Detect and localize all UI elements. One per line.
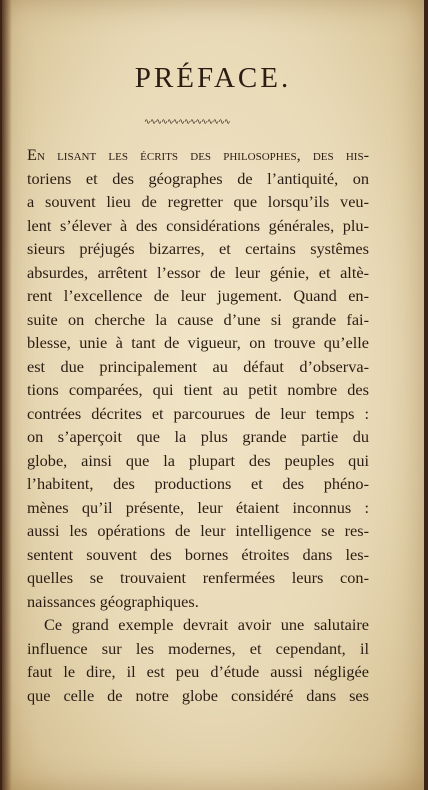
text-line: rent l’excellence de leur jugement. Quand en- xyxy=(27,286,369,305)
book-page xyxy=(2,0,424,790)
text-line: globe, ainsi que la plupart des peuples qui xyxy=(27,450,369,470)
text-line: aussi les opérations de leur intelligence se res- xyxy=(27,521,369,540)
text-line: que celle de notre globe considéré dans ses xyxy=(27,685,369,705)
text-line: lent s’élever à des considérations générales, plu- xyxy=(27,215,369,235)
text-line: mènes qu’il présente, leur étaient inconnus : xyxy=(27,497,369,517)
text-line: toriens et des géographes de l’antiquité, on xyxy=(27,168,369,188)
text-line: suite on cherche la cause d’une si grande fai- xyxy=(27,309,369,329)
text-line: a souvent lieu de regretter que lorsqu’ils veu- xyxy=(27,192,369,211)
text-line: sentent souvent des bornes étroites dans les- xyxy=(27,544,369,564)
text-line: faut le dire, il est peu d’étude aussi négligée xyxy=(27,662,369,681)
body-text xyxy=(27,143,369,707)
text-line: est due principalement au défaut d’observa- xyxy=(27,356,369,376)
text-line: Ce grand exemple devrait avoir une salutaire xyxy=(44,615,369,634)
text-line: on s’aperçoit que la plus grande partie du xyxy=(27,427,369,446)
text-line: quelles se trouvaient renfermées leurs con- xyxy=(27,568,369,587)
text-line: tions comparées, qui tient au petit nombre des xyxy=(27,380,369,399)
text-line: sieurs préjugés bizarres, et certains systêmes xyxy=(27,239,369,258)
text-line: influence sur les modernes, et cependant, il xyxy=(27,638,369,658)
text-line: l’habitent, des productions et des phéno- xyxy=(27,474,369,493)
text-line: blesse, unie à tant de vigueur, on trouve qu’elle xyxy=(27,333,369,352)
text-line: naissances géographiques. xyxy=(27,591,199,611)
text-line: absurdes, arrêtent l’essor de leur génie, et altè- xyxy=(27,262,369,282)
page-title: PRÉFACE. xyxy=(134,62,292,94)
page-gutter-shadow xyxy=(2,0,12,790)
title-ornament: ∿∿∿∿∿∿∿∿∿∿∿∿∿∿∿ xyxy=(144,117,230,126)
text-line: En lisant les écrits des philosophes, des his- xyxy=(27,145,369,164)
text-line: contrées décrites et parcourues de leur temps : xyxy=(27,403,369,423)
